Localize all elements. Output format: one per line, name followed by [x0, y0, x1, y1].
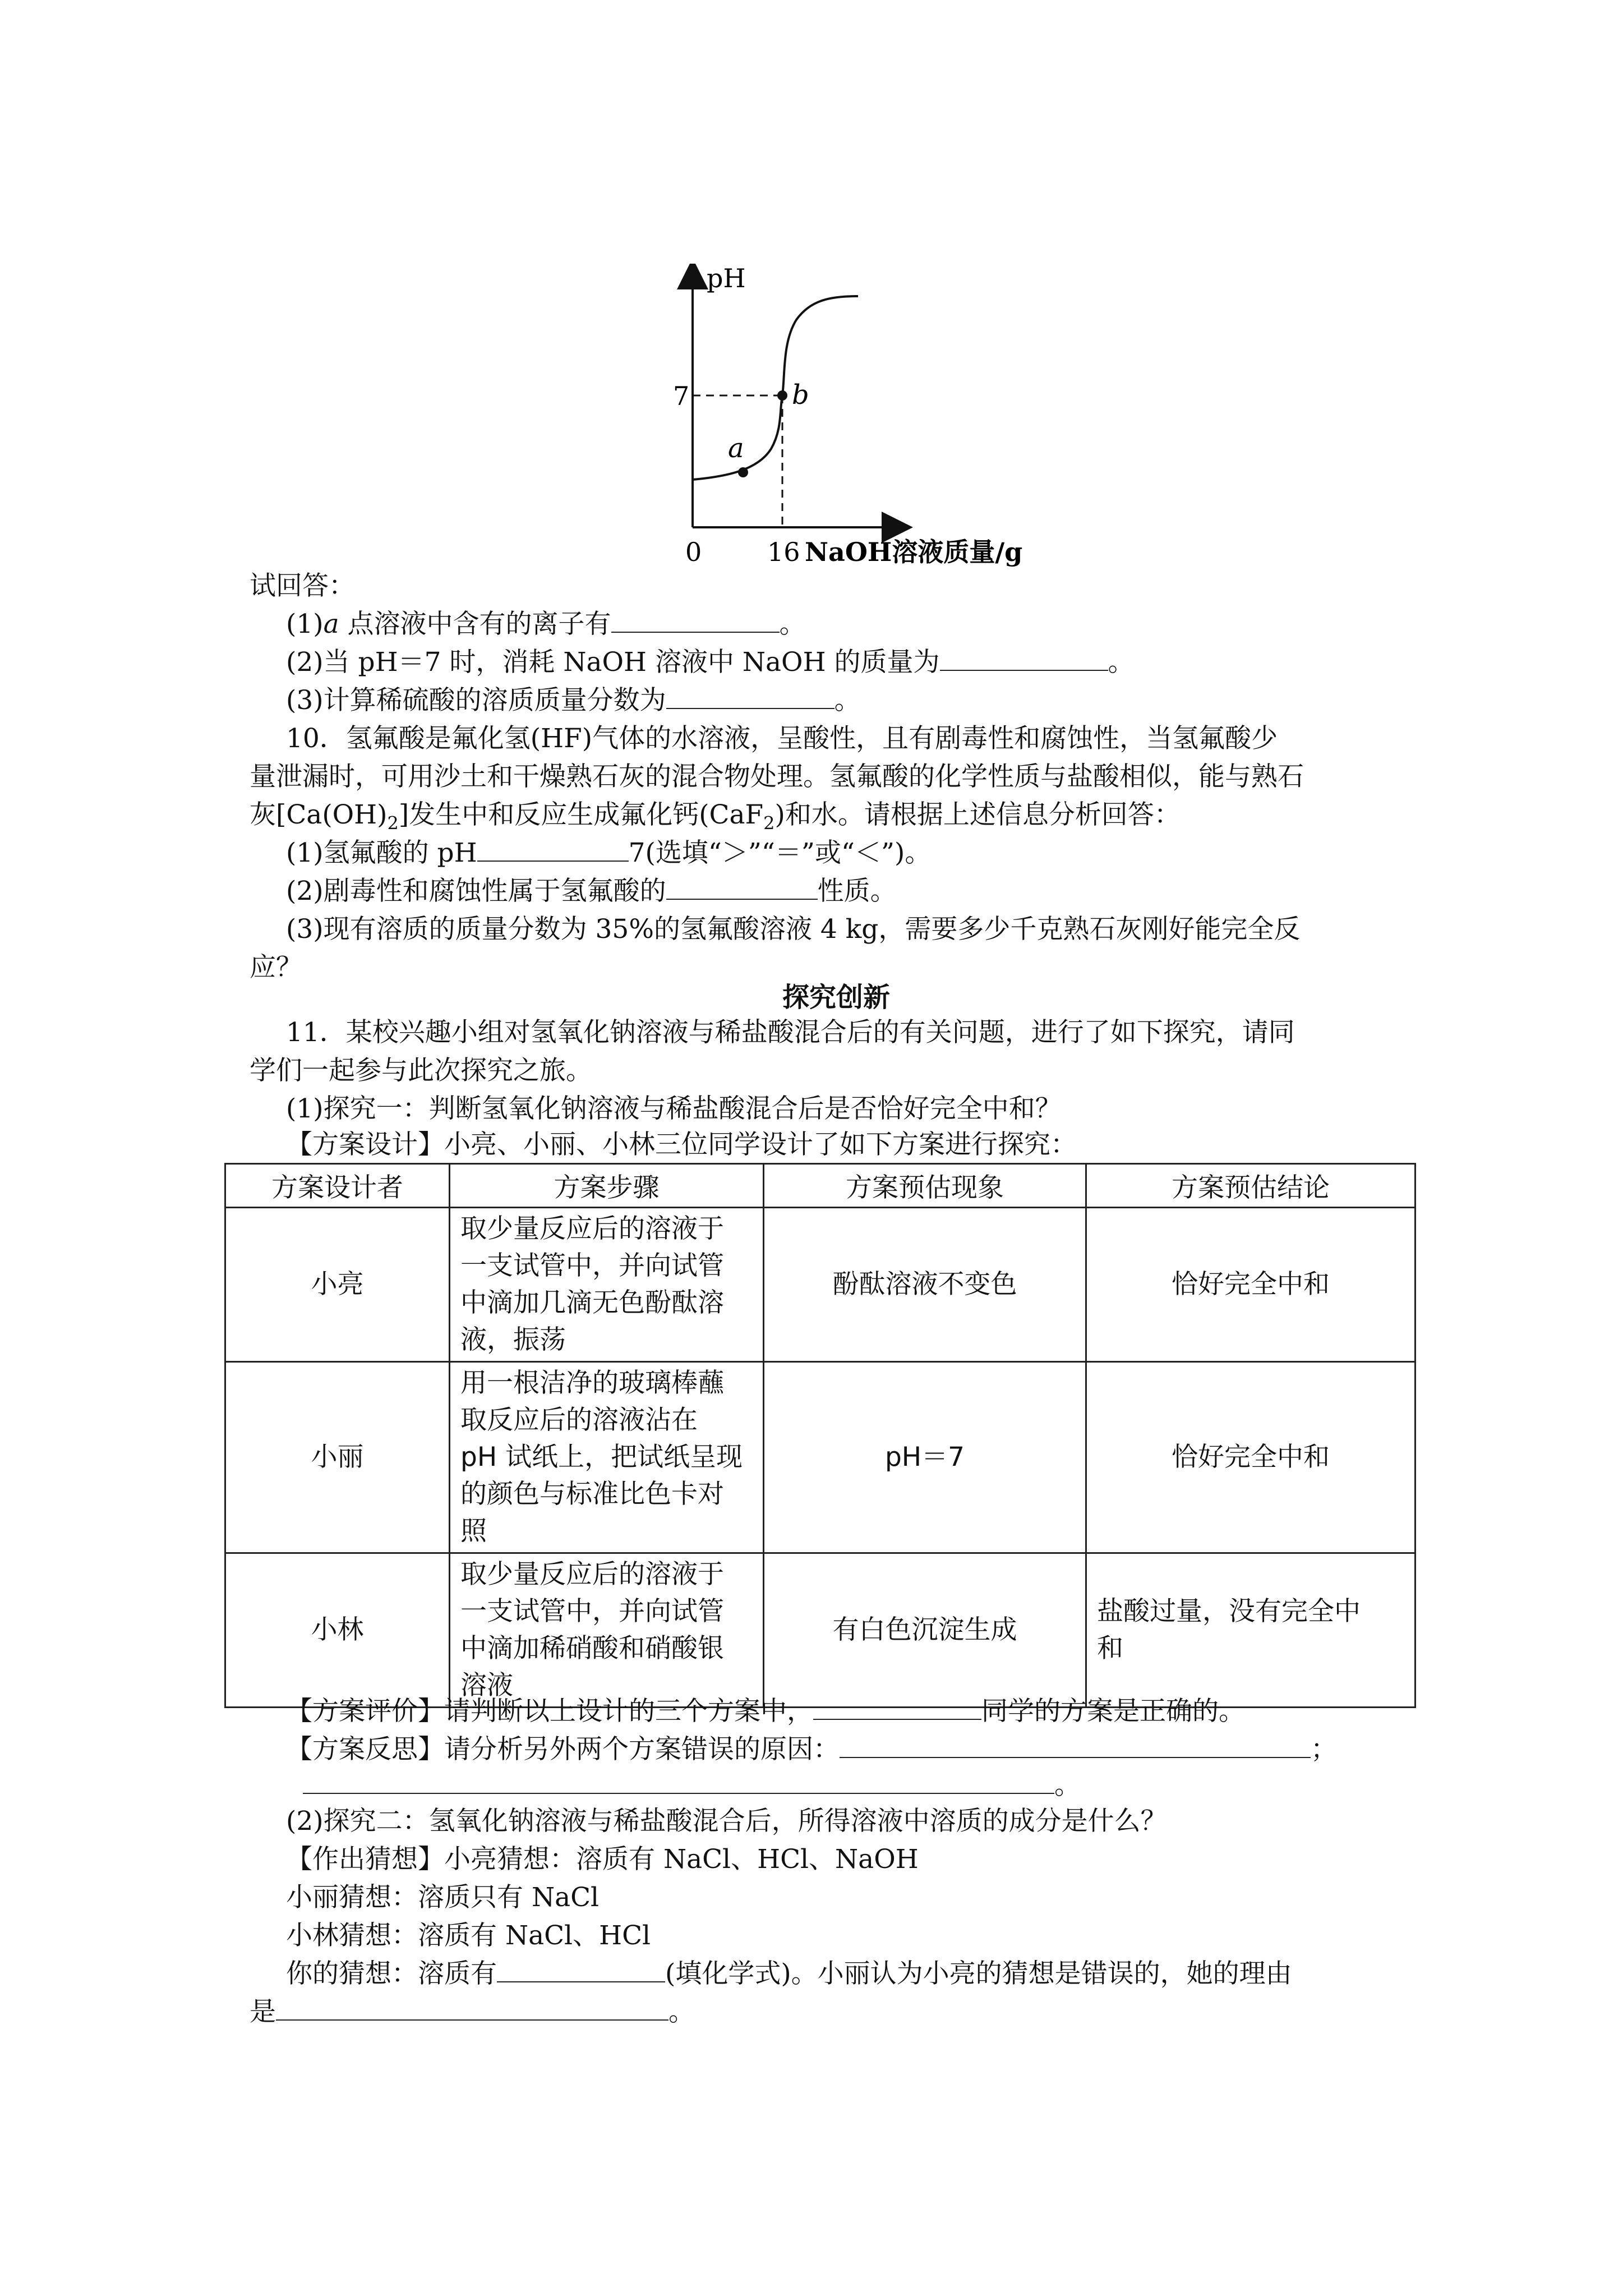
x-axis-label: NaOH溶液质量/g [805, 537, 1023, 567]
reason-line: 是 。 [250, 1994, 695, 2031]
row-phenomenon: pH＝7 [764, 1362, 1086, 1553]
y-axis-label: pH [707, 264, 746, 293]
header-steps: 方案步骤 [450, 1164, 764, 1208]
plan-table-header [225, 1164, 1415, 1208]
x-tick-label: 16 [767, 537, 800, 567]
row-phenomenon: 有白色沉淀生成 [764, 1553, 1086, 1708]
q9-part2: (2)当 pH＝7 时，消耗 NaOH 溶液中 NaOH 的质量为 。 [286, 644, 1135, 681]
q9-p3-answer-blank[interactable] [666, 683, 834, 709]
q10-line2: 量泄漏时，可用沙土和干燥熟石灰的混合物处理。氢氟酸的化学性质与盐酸相似，能与熟石 [250, 761, 1304, 792]
reflection-answer-blank-2[interactable] [303, 1768, 1054, 1794]
table-row [225, 1362, 1415, 1553]
row-designer: 小丽 [225, 1362, 450, 1553]
q10-part3-line1: (3)现有溶质的质量分数为 35%的氢氟酸溶液 4 kg，需要多少千克熟石灰刚好能完全反 [286, 914, 1301, 945]
point-a-label: a [728, 432, 744, 464]
point-b [777, 390, 787, 401]
q10-part1: (1)氢氟酸的 pH 7(选填“＞”“＝”或“＜”)。 [286, 835, 931, 872]
row-conclusion: 恰好完全中和 [1086, 1362, 1415, 1553]
q11-line1: 11．某校兴趣小组对氢氧化钠溶液与稀盐酸混合后的有关问题，进行了如下探究，请同 [286, 1017, 1295, 1048]
q10-part3-line2: 应？ [250, 952, 302, 983]
q11-inquiry1: (1)探究一：判断氢氧化钠溶液与稀盐酸混合后是否恰好完全中和？ [286, 1093, 1062, 1124]
q11-inquiry2: (2)探究二：氢氧化钠溶液与稀盐酸混合后，所得溶液中溶质的成分是什么？ [286, 1806, 1167, 1837]
guess-xiaoli: 小丽猜想：溶质只有 NaCl [286, 1882, 600, 1913]
y-tick-label: 7 [673, 381, 690, 411]
q10-part2: (2)剧毒性和腐蚀性属于氢氟酸的 性质。 [286, 873, 897, 910]
q9-intro: 试回答： [250, 570, 355, 601]
q11-line2: 学们一起参与此次探究之旅。 [250, 1055, 592, 1086]
your-guess: 你的猜想：溶质有 (填化学式)。小丽认为小亮的猜想是错误的，她的理由 [286, 1955, 1292, 1993]
q9-p1-answer-blank[interactable] [611, 607, 780, 633]
table-row [225, 1553, 1415, 1708]
ph-titration-chart [662, 264, 1054, 578]
q11-evaluation: 【方案评价】请判断以上设计的三个方案中， 同学的方案是正确的。 [286, 1693, 1245, 1730]
q10-p2-answer-blank[interactable] [666, 874, 818, 900]
point-a [738, 467, 748, 477]
section-title: 探究创新 [782, 982, 891, 1013]
row-steps: 取少量反应后的溶液于 一支试管中，并向试管 中滴加几滴无色酚酞溶 液，振荡 [450, 1208, 764, 1362]
header-conclusion: 方案预估结论 [1086, 1164, 1415, 1208]
q10-line1: 10．氢氟酸是氟化氢(HF)气体的水溶液，呈酸性，且有剧毒性和腐蚀性，当氢氟酸少 [286, 723, 1278, 754]
plan-table [224, 1163, 1416, 1708]
q11-design: 【方案设计】小亮、小丽、小林三位同学设计了如下方案进行探究： [286, 1129, 1077, 1160]
table-row [225, 1208, 1415, 1362]
q10-p1-answer-blank[interactable] [477, 836, 629, 862]
row-designer: 小林 [225, 1553, 450, 1708]
q9-part1: (1)a 点溶液中含有的离子有 。 [286, 606, 806, 643]
point-b-label: b [792, 379, 809, 411]
guess-xiaoliang: 【作出猜想】小亮猜想：溶质有 NaCl、HCl、NaOH [286, 1844, 919, 1875]
q9-part3: (3)计算稀硫酸的溶质质量分数为 。 [286, 682, 861, 719]
row-steps: 用一根洁净的玻璃棒蘸 取反应后的溶液沾在 pH 试纸上，把试纸呈现 的颜色与标准比色卡对 照 [450, 1362, 764, 1553]
row-conclusion: 恰好完全中和 [1086, 1208, 1415, 1362]
row-phenomenon: 酚酞溶液不变色 [764, 1208, 1086, 1362]
header-phenomenon: 方案预估现象 [764, 1164, 1086, 1208]
reflection-answer-blank-1[interactable] [840, 1732, 1311, 1758]
origin-label: 0 [685, 537, 702, 567]
evaluation-answer-blank[interactable] [813, 1694, 981, 1720]
header-designer: 方案设计者 [225, 1164, 450, 1208]
guess-xiaolin: 小林猜想：溶质有 NaCl、HCl [286, 1920, 651, 1951]
row-conclusion: 盐酸过量，没有完全中 和 [1086, 1553, 1415, 1708]
q9-p2-answer-blank[interactable] [940, 645, 1108, 671]
q10-line3: 灰$[Ca(OH)_2]$发生中和反应生成氟化钙(CaF$_2$)和水。请根据上述信息分析回答： [250, 799, 1181, 834]
ph-curve [693, 296, 858, 480]
q11-reflection: 【方案反思】请分析另外两个方案错误的原因： ； [286, 1731, 1337, 1768]
row-designer: 小亮 [225, 1208, 450, 1362]
your-guess-answer-blank[interactable] [497, 1957, 665, 1982]
reason-answer-blank[interactable] [276, 1995, 668, 2021]
q11-reflection-cont: 。 [303, 1767, 1081, 1804]
row-steps: 取少量反应后的溶液于 一支试管中，并向试管 中滴加稀硝酸和硝酸银 溶液 [450, 1553, 764, 1708]
